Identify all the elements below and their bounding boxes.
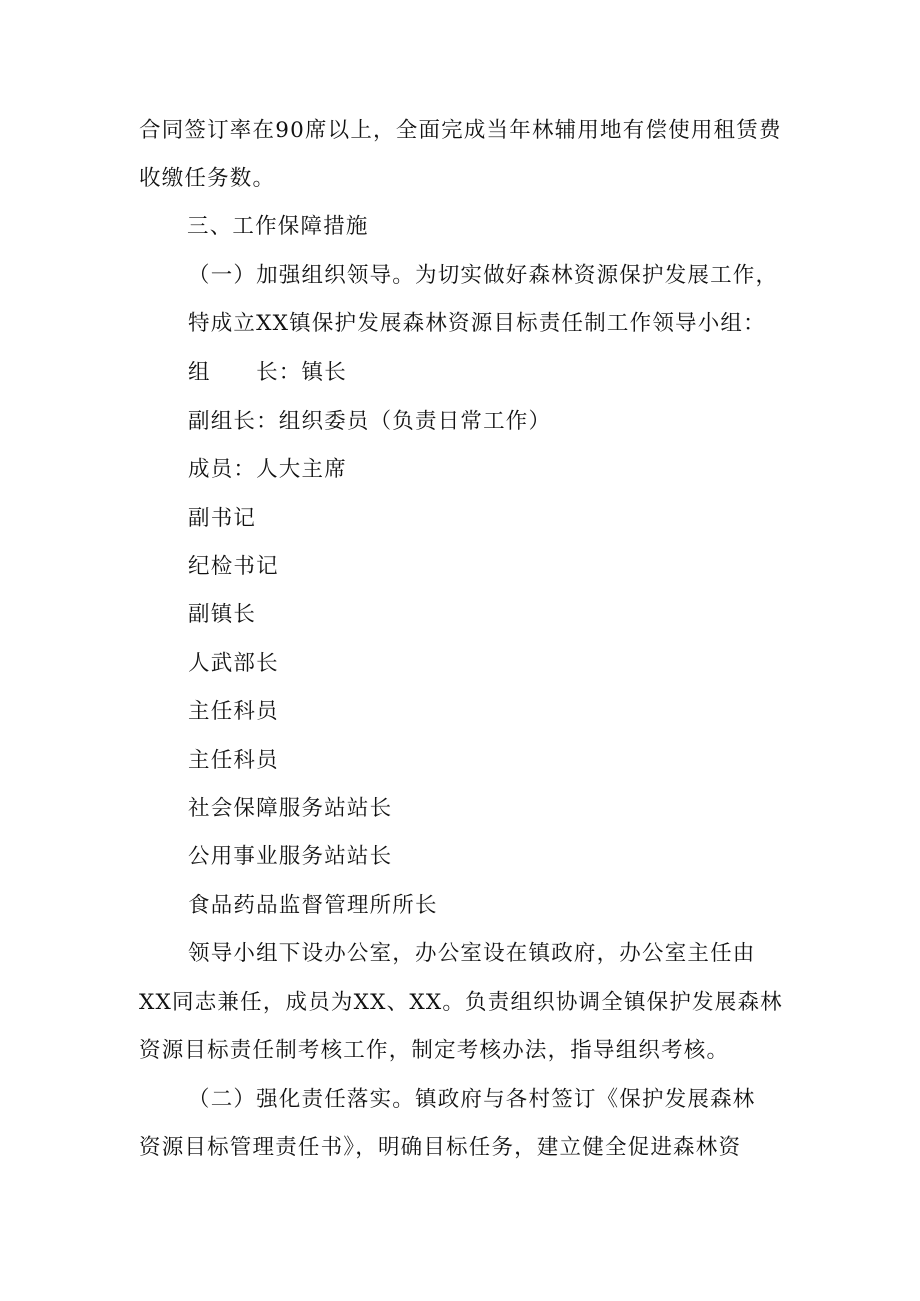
section-heading: 三、工作保障措施 [187, 214, 369, 239]
subsection-heading-line: （一）加强组织领导。为切实做好森林资源保护发展工作， [188, 263, 779, 288]
member-list-item: 公用事业服务站站长 [188, 844, 393, 869]
member-list-item: 副镇长 [188, 602, 257, 627]
member-list-item: 食品药品监督管理所所长 [188, 893, 438, 918]
body-text-line: 特成立XX镇保护发展森林资源目标责任制工作领导小组： [188, 311, 766, 336]
body-text-line: XX同志兼任，成员为XX、XX。负责组织协调全镇保护发展森林 [139, 990, 783, 1015]
subsection-heading-line: （二）强化责任落实。镇政府与各村签订《保护发展森林 [188, 1087, 756, 1112]
member-list-item: 主任科员 [188, 748, 279, 773]
body-text-line: 合同签订率在90席以上，全面完成当年林辅用地有偿使用租赁费 [139, 118, 782, 143]
member-list-item: 纪检书记 [188, 554, 279, 579]
member-list-item: 社会保障服务站站长 [188, 796, 393, 821]
body-text-line: 资源目标管理责任书》，明确目标任务，建立健全促进森林资 [139, 1135, 742, 1160]
member-list-item: 成员：人大主席 [188, 457, 347, 482]
member-list-item: 主任科员 [188, 699, 279, 724]
body-text-line: 资源目标责任制考核工作，制定考核办法，指导组织考核。 [139, 1038, 730, 1063]
body-text-line: 收缴任务数。 [139, 166, 276, 191]
body-text-line: 领导小组下设办公室，办公室设在镇政府，办公室主任由 [188, 941, 756, 966]
member-list-item: 副组长：组织委员（负责日常工作） [188, 409, 552, 434]
member-list-item: 人武部长 [188, 651, 279, 676]
member-list-item: 副书记 [188, 506, 257, 531]
member-list-item: 组 长：镇长 [188, 360, 347, 385]
